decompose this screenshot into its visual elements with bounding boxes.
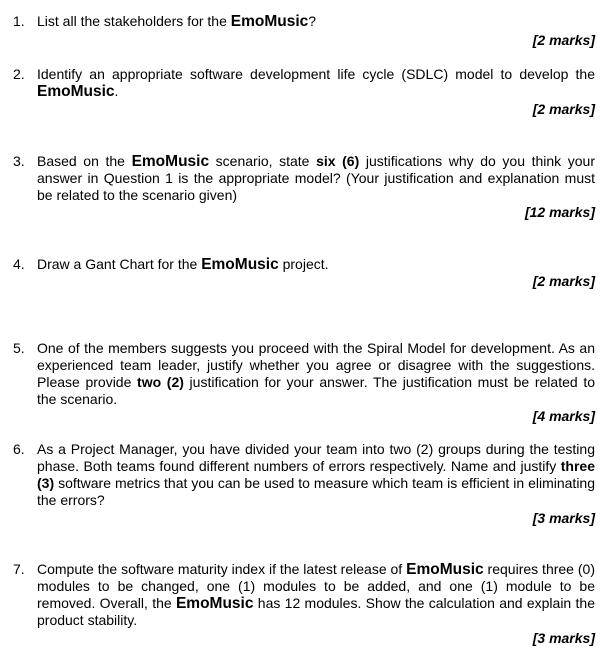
question-number: 7.: [13, 561, 25, 577]
marks-label: [12 marks]: [524, 204, 595, 220]
question-text: Draw a Gant Chart for the EmoMusic project.: [37, 256, 329, 273]
question-text: Compute the software maturity index if the latest release of EmoMusic requires three (0) modules to be changed, one (1) modules to be added, and one (1) module to be removed. Overall, the EmoMusic has 12 modules. Show the calculation and explain the product stability.: [37, 561, 595, 628]
question-text: List all the stakeholders for the EmoMusic?: [37, 13, 317, 30]
question-text: One of the members suggests you proceed with the Spiral Model for development. As an experienced team leader, justify whether you agree or disagree with the suggestions. Please provide two (2) justification for your answer. The justification must be related to the scenario.: [37, 340, 595, 407]
question-text: As a Project Manager, you have divided your team into two (2) groups during the testing phase. Both teams found different numbers of errors respectively. Name and justify three (3) software metrics that you can be used to measure which team is efficient in eliminating the errors?: [37, 441, 595, 508]
question-number: 2.: [13, 66, 25, 82]
brand-name: EmoMusic: [230, 13, 309, 30]
brand-name: EmoMusic: [37, 83, 115, 100]
question-text: Based on the EmoMusic scenario, state six (6) justifications why do you think your answer in Question 1 is the appropriate model? (Your justification and explanation must be related to the scenario given): [37, 153, 595, 203]
question-number: 4.: [13, 256, 25, 272]
marks-label: [2 marks]: [532, 273, 595, 289]
brand-name: EmoMusic: [131, 153, 210, 170]
brand-name: EmoMusic: [406, 561, 484, 578]
question-number: 1.: [13, 13, 25, 29]
marks-label: [3 marks]: [532, 510, 595, 526]
emphasis: six (6): [316, 153, 360, 169]
question-text: Identify an appropriate software development life cycle (SDLC) model to develop the EmoMusic.: [37, 66, 595, 100]
marks-label: [4 marks]: [532, 408, 595, 424]
question-number: 3.: [13, 153, 25, 169]
brand-name: EmoMusic: [201, 256, 279, 273]
emphasis: two (2): [137, 374, 184, 390]
question-number: 6.: [13, 441, 25, 457]
question-number: 5.: [13, 340, 25, 356]
brand-name: EmoMusic: [175, 595, 254, 612]
marks-label: [2 marks]: [532, 32, 595, 48]
marks-label: [3 marks]: [532, 630, 595, 646]
emphasis: three (3): [37, 458, 595, 491]
marks-label: [2 marks]: [532, 101, 595, 117]
